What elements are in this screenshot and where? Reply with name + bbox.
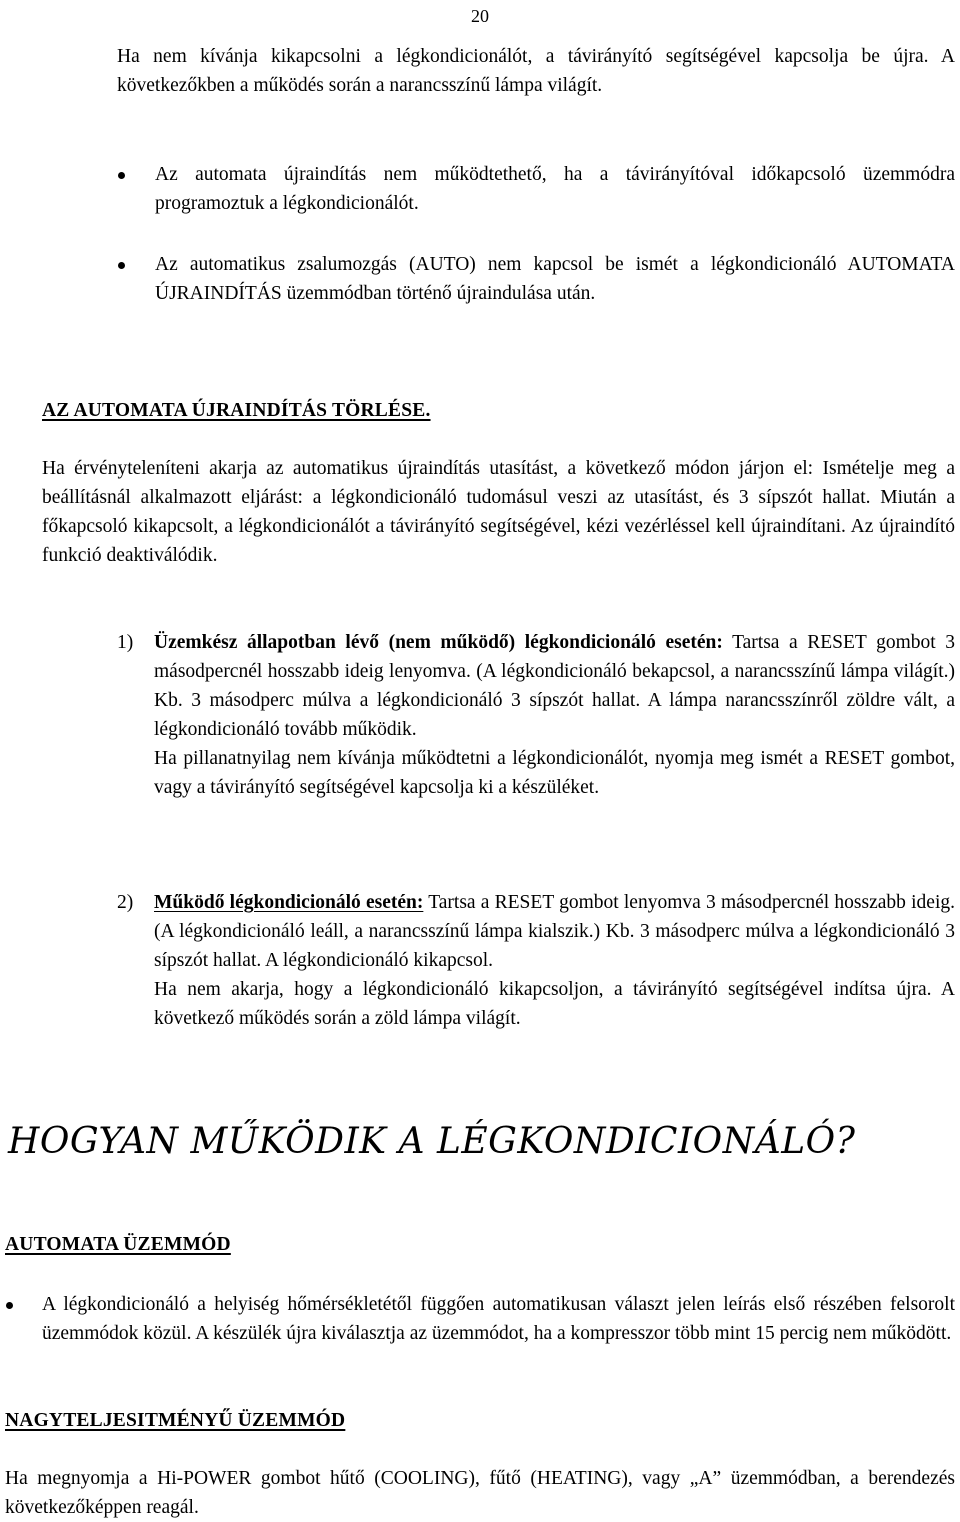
bullet-dot <box>118 172 125 179</box>
step-item <box>154 628 955 802</box>
bullet-dot <box>118 262 125 269</box>
step-body: Tartsa a RESET gombot 3 másodpercnél hosszabb ideig lenyomva. (A légkondicionáló bekapcsol, a narancsszínű lámpa világít.) Kb. 3 másodperc múlva a légkondicionáló 3 sípszót hallat. A lámpa narancsszínről zöldre vált, a légkondicionáló tovább működik. <box>154 632 956 740</box>
step-text <box>154 628 955 744</box>
intro-text: Ha nem kívánja kikapcsolni a légkondicionálót, a távirányító segítségével kapcsolja be újra. A következőkben a működés során a narancsszínű lámpa világít. <box>117 46 955 96</box>
step-item <box>154 888 955 1033</box>
intro-paragraph <box>117 42 955 100</box>
step-bold-lead: Működő légkondicionáló esetén: <box>154 892 424 913</box>
bullet-item <box>42 1290 955 1348</box>
bullet-text: Az automata újraindítás nem működtethető, ha a távirányítóval időkapcsoló üzemmódra programoztuk a légkondicionálót. <box>155 164 955 214</box>
bullet-text: Az automatikus zsalumozgás (AUTO) nem kapcsol be ismét a légkondicionáló AUTOMATA ÚJRAINDÍTÁS üzemmódban történő újraindulása után. <box>155 254 955 304</box>
page-number: 20 <box>471 6 489 26</box>
step-bold-lead: Üzemkész állapotban lévő (nem működő) légkondicionáló esetén: <box>154 632 723 653</box>
step-text-2: Ha nem akarja, hogy a légkondicionáló kikapcsoljon, a távirányító segítségével indítsa újra. A következő működés során a zöld lámpa világít. <box>154 979 955 1029</box>
bullet-dot <box>6 1302 13 1309</box>
step-text <box>154 888 955 975</box>
step-text-2: Ha pillanatnyilag nem kívánja működtetni a légkondicionálót, nyomja meg ismét a RESET gombot, vagy a távirányító segítségével kapcsolja ki a készüléket. <box>154 748 955 798</box>
step-number: 2) <box>117 892 134 913</box>
section1-paragraph <box>42 454 955 570</box>
step-number: 1) <box>117 632 134 653</box>
section3-text: Ha megnyomja a Hi-POWER gombot hűtő (COOLING), fűtő (HEATING), vagy „A” üzemmódban, a berendezés következőképpen reagál. <box>5 1468 955 1518</box>
bullet-text: A légkondicionáló a helyiség hőmérsékletétől függően automatikusan választ jelen leírás első részében felsorolt üzemmódok közül. A készülék újra kiválasztja az üzemmódot, ha a kompresszor több mint 15 percig nem működött. <box>42 1294 955 1344</box>
step-body: Tartsa a RESET gombot lenyomva 3 másodpercnél hosszabb ideig. (A légkondicionáló leáll, a narancsszínű lámpa kialszik.) Kb. 3 másodperc múlva a légkondicionáló 3 sípszót hallat. A légkondicionáló kikapcsol. <box>154 892 955 971</box>
bullet-item <box>155 160 955 218</box>
section-heading-restart-delete: AZ AUTOMATA ÚJRAINDÍTÁS TÖRLÉSE. <box>42 400 431 421</box>
bullet-item <box>155 250 955 308</box>
section-heading-auto-mode: AUTOMATA ÜZEMMÓD <box>5 1234 231 1255</box>
section-heading-hi-power: NAGYTELJESITMÉNYŰ ÜZEMMÓD <box>5 1410 346 1431</box>
section1-text: Ha érvényteleníteni akarja az automatikus újraindítás utasítást, a következő módon járjon el: Ismételje meg a beállításnál alkalmazott eljárást: a légkondicionáló tudomásul veszi az utasítást, és 3 sípszót hallat. Miután a főkapcsoló kikapcsolt, a légkondicionálót a távirányító segítségével, kézi vezérléssel kell újraindítani. Az újraindító funkció deaktiválódik. <box>42 458 955 566</box>
section3-paragraph <box>5 1464 955 1522</box>
big-heading: HOGYAN MŰKÖDIK A LÉGKONDICIONÁLÓ? <box>8 1121 856 1162</box>
